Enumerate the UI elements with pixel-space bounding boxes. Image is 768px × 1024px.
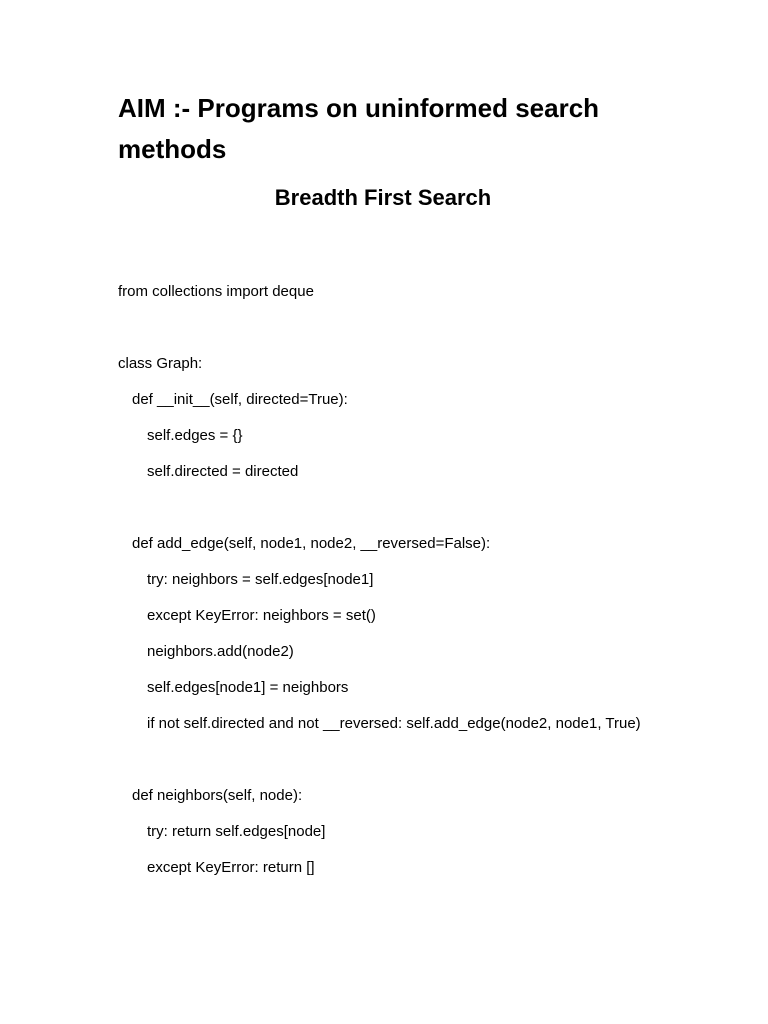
- aim-title: AIM :- Programs on uninformed search methods: [118, 93, 600, 164]
- code-line: def neighbors(self, node):: [132, 787, 303, 804]
- section-title: Breadth First Search: [274, 185, 492, 210]
- code-line: except KeyError: return []: [147, 859, 315, 876]
- code-line: neighbors.add(node2): [147, 643, 294, 660]
- code-line: try: return self.edges[node]: [147, 823, 326, 840]
- code-line: def add_edge(self, node1, node2, __reversed=False):: [132, 535, 491, 552]
- code-line: self.edges = {}: [147, 427, 243, 444]
- code-line: try: neighbors = self.edges[node1]: [147, 571, 374, 588]
- code-line: def __init__(self, directed=True):: [132, 391, 348, 408]
- code-line: from collections import deque: [118, 283, 314, 300]
- code-line: class Graph:: [118, 355, 203, 372]
- code-line: self.directed = directed: [147, 463, 299, 480]
- code-line: self.edges[node1] = neighbors: [147, 679, 349, 696]
- code-line: if not self.directed and not __reversed: self.add_edge(node2, node1, True): [147, 715, 641, 732]
- code-line: except KeyError: neighbors = set(): [147, 607, 376, 624]
